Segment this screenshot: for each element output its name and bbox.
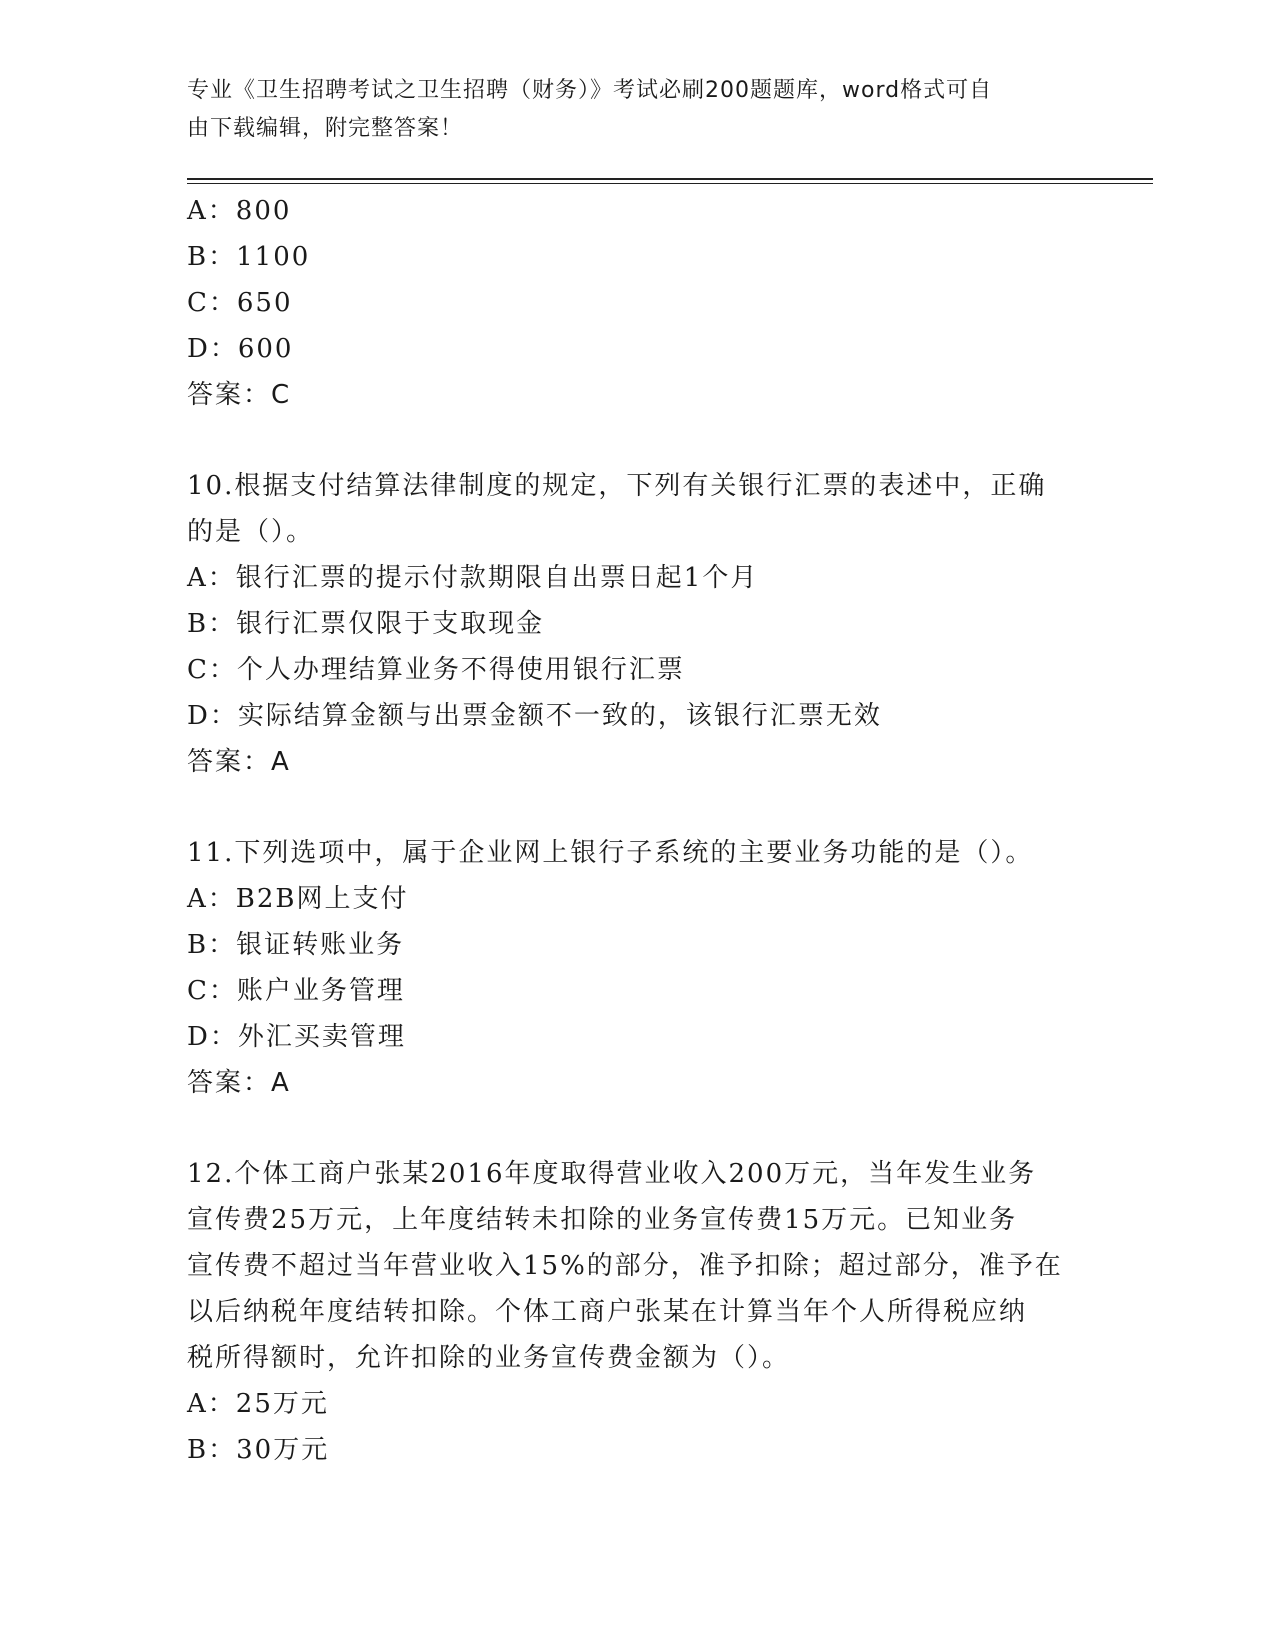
option-b: B：30万元: [187, 1435, 330, 1465]
question-9: [187, 188, 1087, 418]
question-stem-line: 的是（）。: [187, 517, 315, 547]
option-a: A：B2B网上支付: [187, 884, 409, 914]
header-divider-thick: [187, 178, 1153, 180]
option-b: B：银行汇票仅限于支取现金: [187, 609, 545, 639]
option-a: A：银行汇票的提示付款期限自出票日起1个月: [187, 563, 759, 593]
question-stem-line: 以后纳税年度结转扣除。个体工商户张某在计算当年个人所得税应纳: [187, 1297, 1028, 1327]
question-content: [187, 188, 1087, 1473]
option-d: D：外汇买卖管理: [187, 1022, 406, 1052]
document-header: [187, 72, 1067, 148]
question-stem-line: 宣传费25万元，上年度结转未扣除的业务宣传费15万元。已知业务: [187, 1205, 1018, 1235]
option-c: C：个人办理结算业务不得使用银行汇票: [187, 655, 685, 685]
header-line-2: 由下载编辑，附完整答案！: [187, 116, 464, 141]
answer: 答案：C: [187, 380, 292, 410]
option-b: B：1100: [187, 242, 311, 272]
header-divider-thin: [187, 183, 1153, 184]
answer: 答案：A: [187, 1068, 291, 1098]
question-11: [187, 830, 1087, 1106]
question-10: [187, 463, 1087, 785]
option-c: C：650: [187, 288, 293, 318]
question-12: [187, 1151, 1087, 1473]
question-stem-line: 12.个体工商户张某2016年度取得营业收入200万元，当年发生业务: [187, 1159, 1037, 1189]
header-line-1: 专业《卫生招聘考试之卫生招聘（财务）》考试必刷200题题库，word格式可自: [187, 78, 993, 103]
option-d: D：实际结算金额与出票金额不一致的，该银行汇票无效: [187, 701, 882, 731]
question-stem-line: 10.根据支付结算法律制度的规定，下列有关银行汇票的表述中，正确: [187, 471, 1047, 501]
option-a: A：800: [187, 196, 292, 226]
question-stem-line: 宣传费不超过当年营业收入15%的部分，准予扣除；超过部分，准予在: [187, 1251, 1063, 1281]
question-stem-line: 税所得额时，允许扣除的业务宣传费金额为（）。: [187, 1343, 791, 1373]
answer: 答案：A: [187, 747, 291, 777]
option-c: C：账户业务管理: [187, 976, 405, 1006]
question-stem-line: 11.下列选项中，属于企业网上银行子系统的主要业务功能的是（）。: [187, 838, 1034, 868]
option-b: B：银证转账业务: [187, 930, 405, 960]
option-d: D：600: [187, 334, 294, 364]
option-a: A：25万元: [187, 1389, 329, 1419]
